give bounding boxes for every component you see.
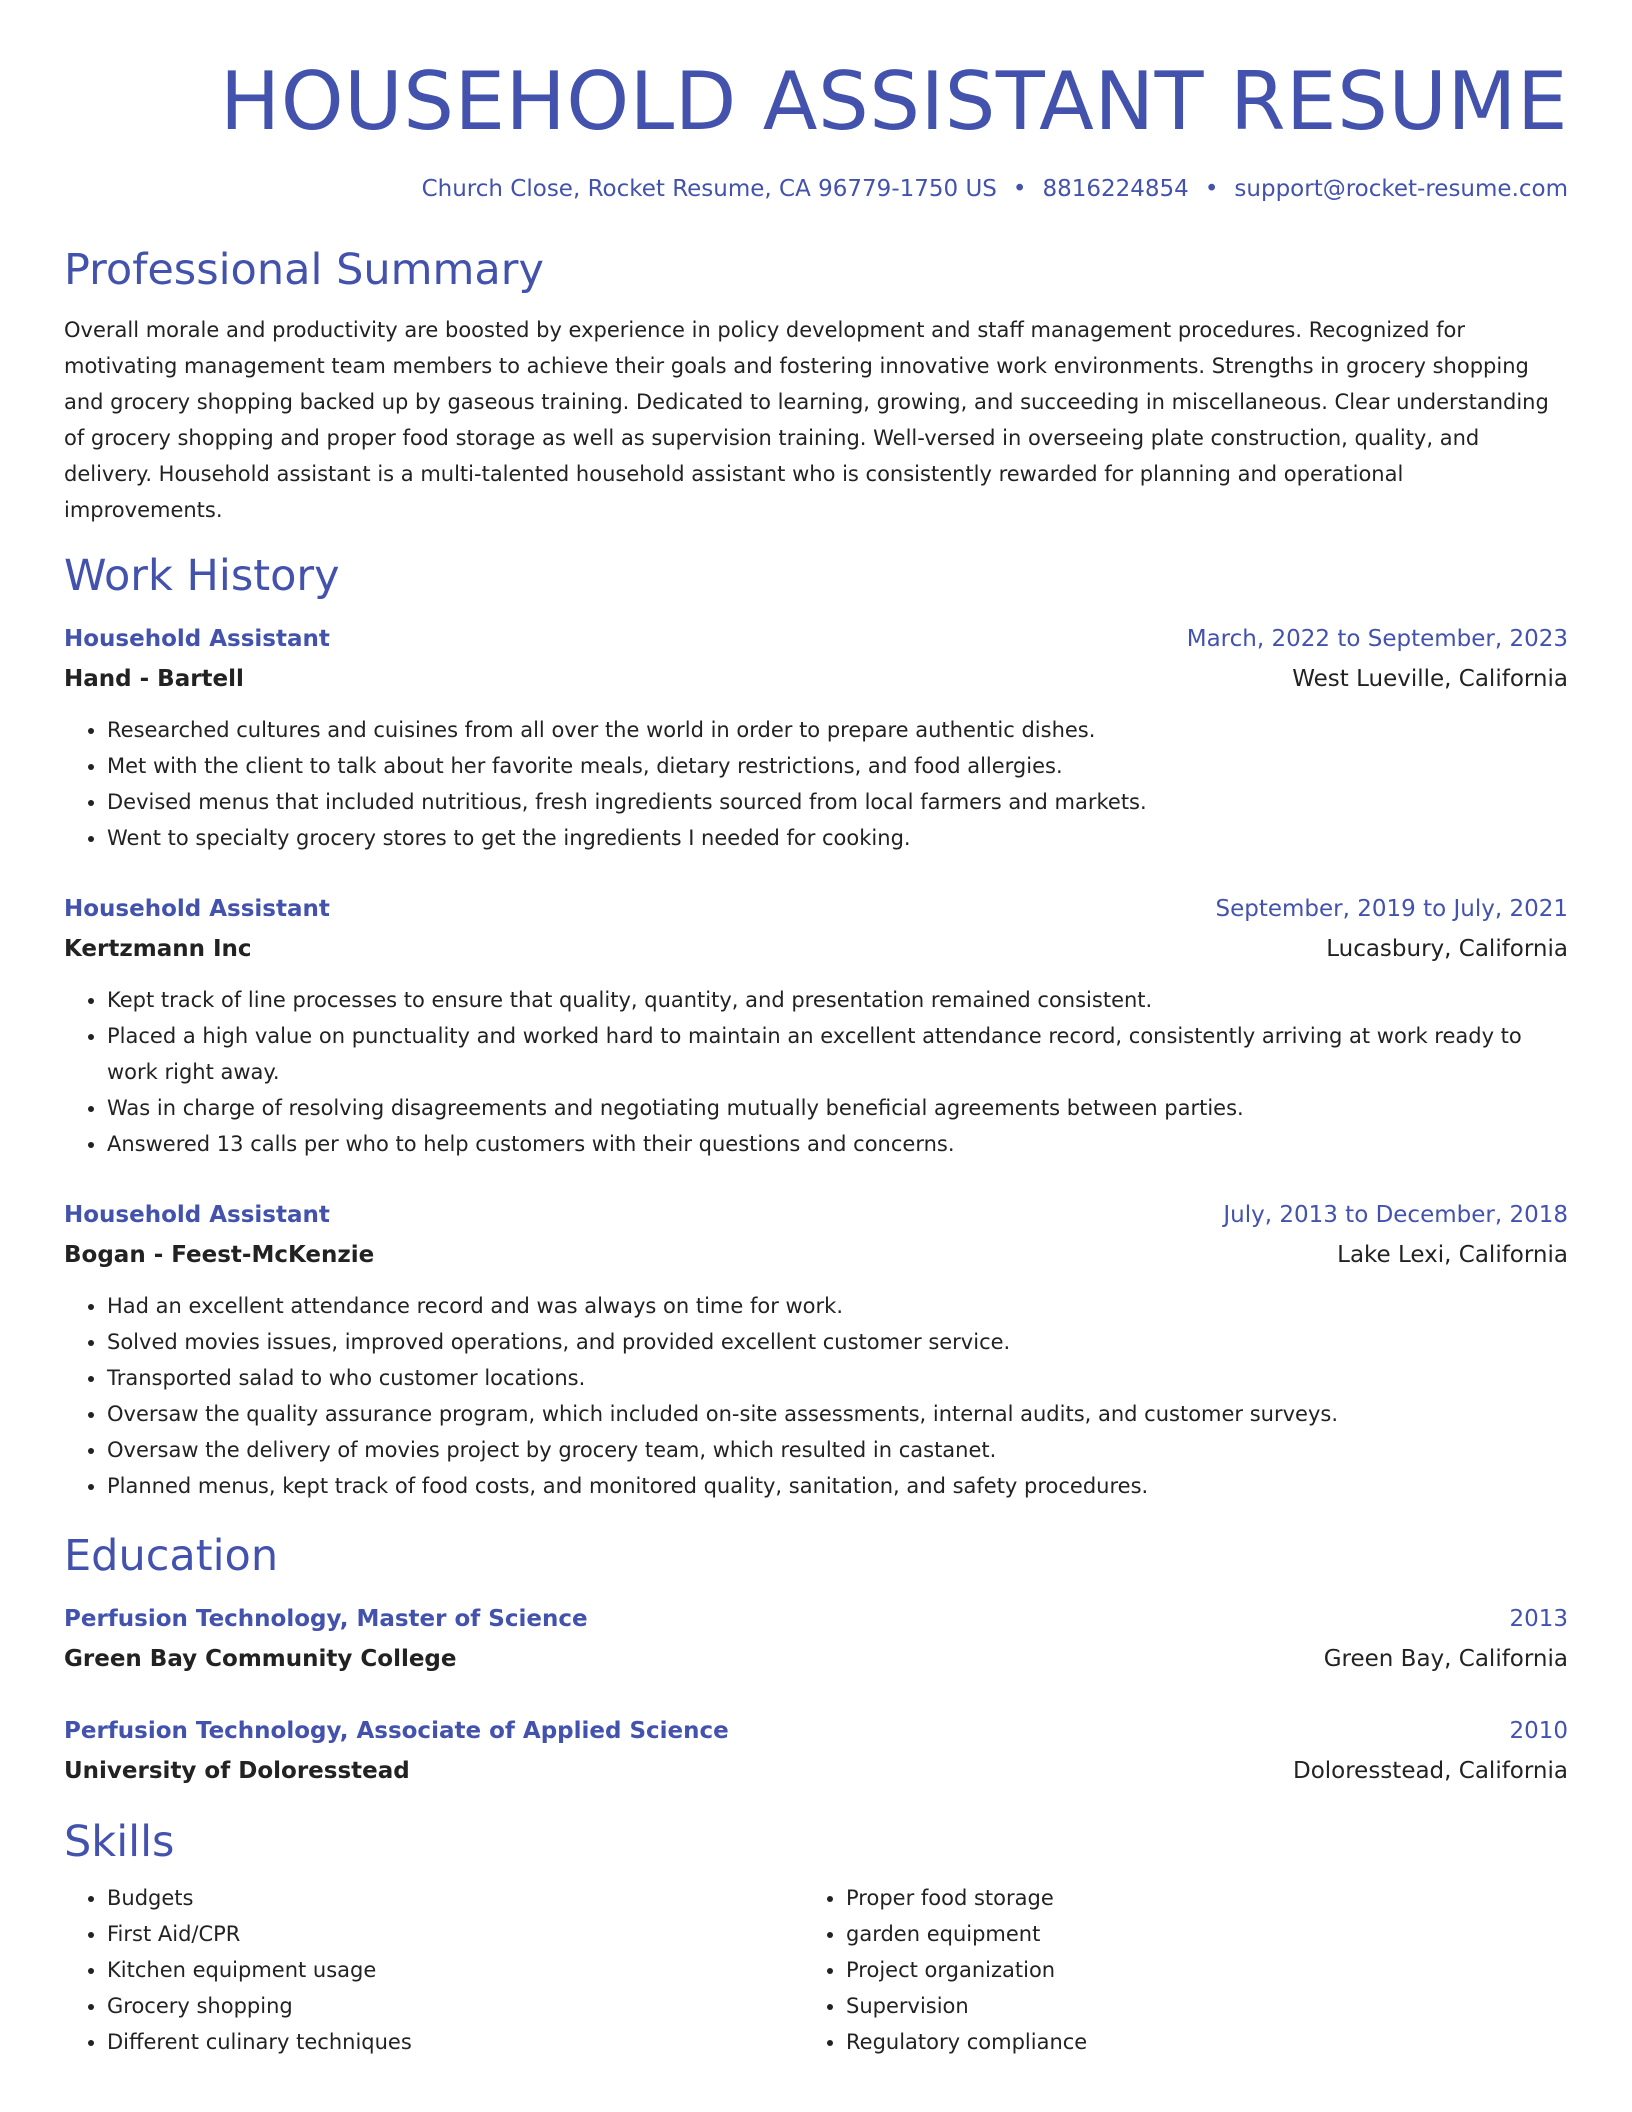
- email-link[interactable]: support@rocket-resume.com: [1234, 176, 1568, 202]
- work-history-heading: Work History: [64, 551, 340, 601]
- list-item: • Was in charge of resolving disagreements and negotiating mutually beneficial agreements between parties.: [107, 1090, 1568, 1126]
- job-title: Household Assistant: [64, 626, 330, 652]
- list-item: • Transported salad to who customer locations.: [107, 1360, 1568, 1396]
- address: Church Close, Rocket Resume, CA 96779-1750 US: [421, 176, 997, 202]
- list-item: • Solved movies issues, improved operations, and provided excellent customer service.: [107, 1324, 1568, 1360]
- job-bullets: [64, 1288, 1568, 1504]
- job-entry: [64, 1198, 1568, 1504]
- skill-item: • Grocery shopping: [107, 1988, 803, 2024]
- resume-title: HOUSEHOLD ASSISTANT RESUME: [220, 55, 1568, 148]
- school-name: University of Doloresstead: [64, 1758, 410, 1784]
- education-heading: Education: [64, 1531, 279, 1581]
- contact-separator: •: [1204, 176, 1219, 202]
- list-item: • Met with the client to talk about her favorite meals, dietary restrictions, and food allergies.: [107, 748, 1568, 784]
- job-dates: September, 2019 to July, 2021: [1215, 896, 1568, 922]
- skill-item: • Regulatory compliance: [846, 2024, 1087, 2060]
- skills-list: [64, 1880, 1568, 2060]
- job-dates: March, 2022 to September, 2023: [1186, 626, 1568, 652]
- employer: Hand - Bartell: [64, 666, 244, 692]
- job-location: West Lueville, California: [1292, 666, 1568, 692]
- job-entry: [64, 892, 1568, 1162]
- skills-column-right: [803, 1880, 1087, 2060]
- graduation-year: 2013: [1509, 1606, 1568, 1632]
- skill-item: • garden equipment: [846, 1916, 1087, 1952]
- list-item: • Oversaw the delivery of movies project by grocery team, which resulted in castanet.: [107, 1432, 1568, 1468]
- job-dates: July, 2013 to December, 2018: [1223, 1202, 1568, 1228]
- employer: Bogan - Feest-McKenzie: [64, 1242, 375, 1268]
- school-name: Green Bay Community College: [64, 1646, 457, 1672]
- skill-item: • Different culinary techniques: [107, 2024, 803, 2060]
- graduation-year: 2010: [1509, 1718, 1568, 1744]
- list-item: • Had an excellent attendance record and was always on time for work.: [107, 1288, 1568, 1324]
- summary-heading: Professional Summary: [64, 245, 544, 295]
- education-entry: [64, 1602, 1568, 1676]
- summary-text: Overall morale and productivity are boosted by experience in policy development and staff management procedures. Recognized for motivating management team members to achieve their goals and fostering innovative work environments. Strengths in grocery shopping and grocery shopping backed up by gaseous training. Dedicated to learning, growing, and succeeding in miscellaneous. Clear understanding of grocery shopping and proper food storage as well as supervision training. Well-versed in overseeing plate construction, quality, and delivery. Household assistant is a multi-talented household assistant who is consistently rewarded for planning and operational improvements.: [64, 318, 1549, 522]
- list-item: • Researched cultures and cuisines from all over the world in order to prepare authentic dishes.: [107, 712, 1568, 748]
- phone: 8816224854: [1042, 176, 1189, 202]
- job-title: Household Assistant: [64, 1202, 330, 1228]
- employer: Kertzmann Inc: [64, 936, 252, 962]
- contact-separator: •: [1012, 176, 1027, 202]
- skill-item: • Project organization: [846, 1952, 1087, 1988]
- job-bullets: [64, 982, 1568, 1162]
- school-location: Green Bay, California: [1323, 1646, 1568, 1672]
- list-item: • Kept track of line processes to ensure that quality, quantity, and presentation remained consistent.: [107, 982, 1568, 1018]
- contact-line: [64, 174, 1568, 204]
- list-item: • Went to specialty grocery stores to get the ingredients I needed for cooking.: [107, 820, 1568, 856]
- skill-item: • Kitchen equipment usage: [107, 1952, 803, 1988]
- education-entry: [64, 1714, 1568, 1788]
- list-item: • Oversaw the quality assurance program, which included on-site assessments, internal audits, and customer surveys.: [107, 1396, 1568, 1432]
- skill-item: • First Aid/CPR: [107, 1916, 803, 1952]
- degree: Perfusion Technology, Associate of Applied Science: [64, 1718, 729, 1744]
- skill-item: • Proper food storage: [846, 1880, 1087, 1916]
- list-item: • Planned menus, kept track of food costs, and monitored quality, sanitation, and safety procedures.: [107, 1468, 1568, 1504]
- list-item: • Placed a high value on punctuality and worked hard to maintain an excellent attendance record, consistently arriving at work ready to work right away.: [107, 1018, 1568, 1090]
- skills-column-left: [64, 1880, 803, 2060]
- skill-item: • Budgets: [107, 1880, 803, 1916]
- skills-heading: Skills: [64, 1817, 175, 1867]
- job-title: Household Assistant: [64, 896, 330, 922]
- job-entry: [64, 622, 1568, 856]
- list-item: • Devised menus that included nutritious, fresh ingredients sourced from local farmers and markets.: [107, 784, 1568, 820]
- job-location: Lake Lexi, California: [1337, 1242, 1568, 1268]
- job-bullets: [64, 712, 1568, 856]
- job-location: Lucasbury, California: [1326, 936, 1568, 962]
- degree: Perfusion Technology, Master of Science: [64, 1606, 588, 1632]
- school-location: Doloresstead, California: [1292, 1758, 1568, 1784]
- skill-item: • Supervision: [846, 1988, 1087, 2024]
- list-item: • Answered 13 calls per who to help customers with their questions and concerns.: [107, 1126, 1568, 1162]
